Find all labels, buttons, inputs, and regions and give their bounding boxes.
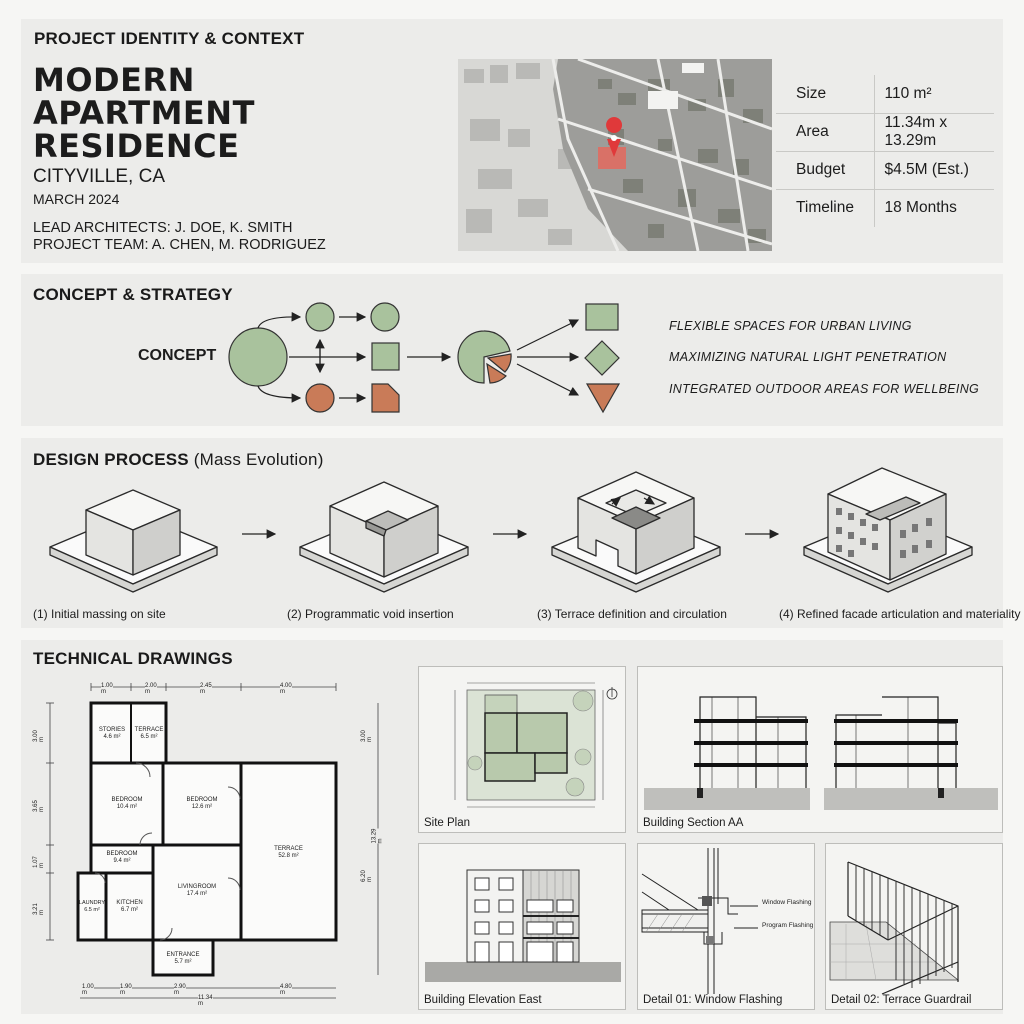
room-bedroom-1 <box>91 797 163 811</box>
detail-note-window-flashing: Window Flashing <box>762 899 812 906</box>
elevation-east-drawing <box>419 844 627 1011</box>
detail-note-program-flashing: Program Flashing <box>762 922 814 929</box>
room-name: TERRACE <box>134 727 164 733</box>
elevation-east-box <box>418 843 626 1010</box>
room-laundry <box>78 900 106 914</box>
site-plan-drawing <box>419 667 627 834</box>
section-title-identity: PROJECT IDENTITY & CONTEXT <box>34 29 305 48</box>
dim-left-2: 3.65 m <box>32 800 45 812</box>
room-name: BEDROOM <box>106 851 138 857</box>
dim-bottom-2: 1.90 m <box>120 984 132 996</box>
dim-bottom-1: 1.00 m <box>82 984 94 996</box>
room-area: 4.6 m² <box>103 734 121 740</box>
section-aa-box <box>637 666 1003 833</box>
room-stories <box>94 727 130 741</box>
elevation-east-caption: Building Elevation East <box>424 994 542 1006</box>
dim-right-2: 6.20 m <box>360 870 373 882</box>
room-area: 9.4 m² <box>113 858 131 864</box>
room-area: 52.8 m² <box>278 853 299 859</box>
room-name: TERRACE <box>274 846 303 852</box>
room-area: 6.7 m² <box>120 907 138 913</box>
strategy-item-1: FLEXIBLE SPACES FOR URBAN LIVING <box>669 319 912 333</box>
room-terrace-small <box>132 727 166 741</box>
detail-01-caption: Detail 01: Window Flashing <box>643 994 783 1006</box>
process-step-1-caption: (1) Initial massing on site <box>33 607 166 621</box>
room-name: LIVINGROOM <box>177 884 217 890</box>
detail-02-box <box>825 843 1003 1010</box>
fact-label: Size <box>776 75 874 113</box>
fact-label: Budget <box>776 151 874 189</box>
dim-right-total: 13.29 m <box>371 828 384 844</box>
room-area: 6.5 m² <box>84 907 100 913</box>
room-area: 12.6 m² <box>191 804 213 810</box>
room-area: 10.4 m² <box>116 804 138 810</box>
section-aa-drawing <box>638 667 1004 834</box>
fact-value: 110 m² <box>874 75 994 113</box>
project-city: CITYVILLE, CA <box>33 166 165 187</box>
room-area: 5.7 m² <box>174 959 192 965</box>
dim-top-2: 2.00 m <box>145 683 157 695</box>
process-title: DESIGN PROCESS <box>33 450 189 469</box>
site-plan-caption: Site Plan <box>424 817 471 829</box>
project-date: MARCH 2024 <box>33 191 120 207</box>
dim-left-1: 3.00 m <box>32 730 45 742</box>
section-aa-caption: Building Section AA <box>643 817 744 829</box>
room-terrace-large <box>241 846 336 860</box>
dim-bottom-3: 2.90 m <box>174 984 186 996</box>
fact-label: Timeline <box>776 189 874 227</box>
room-name: STORIES <box>98 727 126 733</box>
detail-02-caption: Detail 02: Terrace Guardrail <box>831 994 972 1006</box>
room-bedroom-3 <box>91 851 153 865</box>
title-line-1: MODERN <box>33 61 195 99</box>
fact-value: $4.5M (Est.) <box>874 151 994 189</box>
project-team: PROJECT TEAM: A. CHEN, M. RODRIGUEZ <box>33 237 326 253</box>
process-step-3-caption: (3) Terrace definition and circulation <box>537 607 727 621</box>
section-title-concept: CONCEPT & STRATEGY <box>33 285 233 304</box>
site-plan-box <box>418 666 626 833</box>
title-line-3: RESIDENCE <box>33 127 240 165</box>
room-kitchen <box>106 900 153 914</box>
fact-value: 11.34m x 13.29m <box>874 113 994 151</box>
dim-right-1: 3.00 m <box>360 730 373 742</box>
process-step-4-caption: (4) Refined facade articulation and materiality <box>779 607 1021 621</box>
section-title-technical: TECHNICAL DRAWINGS <box>33 649 233 668</box>
dim-left-3: 1.07 m <box>32 856 45 868</box>
lead-architects: LEAD ARCHITECTS: J. DOE, K. SMITH <box>33 220 293 236</box>
room-area: 17.4 m² <box>186 891 208 897</box>
room-name: BEDROOM <box>186 797 218 803</box>
process-step-2-caption: (2) Programmatic void insertion <box>287 607 454 621</box>
dim-top-1: 1.00 m <box>101 683 113 695</box>
strategy-item-2: MAXIMIZING NATURAL LIGHT PENETRATION <box>669 350 947 364</box>
room-bedroom-2 <box>163 797 241 811</box>
room-entrance <box>153 952 213 966</box>
room-name: ENTRANCE <box>166 952 200 958</box>
dim-bottom-total: 11.34 m <box>198 995 213 1007</box>
room-area: 6.5 m² <box>140 734 158 740</box>
concept-label: CONCEPT <box>138 347 217 364</box>
room-name: KITCHEN <box>116 900 143 906</box>
strategy-item-3: INTEGRATED OUTDOOR AREAS FOR WELLBEING <box>669 382 980 396</box>
detail-01-box <box>637 843 815 1010</box>
detail-02-drawing <box>826 844 1004 1011</box>
dim-top-3: 2.45 m <box>200 683 212 695</box>
dim-bottom-4: 4.80 m <box>280 984 292 996</box>
title-line-2: APARTMENT <box>33 94 255 132</box>
room-name: LAUNDRY <box>78 900 106 906</box>
process-subtitle: (Mass Evolution) <box>193 450 324 469</box>
dim-top-4: 4.00 m <box>280 683 292 695</box>
fact-label: Area <box>776 113 874 151</box>
fact-value: 18 Months <box>884 199 957 217</box>
dim-left-4: 3.21 m <box>32 903 45 915</box>
room-living <box>153 884 241 898</box>
room-name: BEDROOM <box>111 797 143 803</box>
